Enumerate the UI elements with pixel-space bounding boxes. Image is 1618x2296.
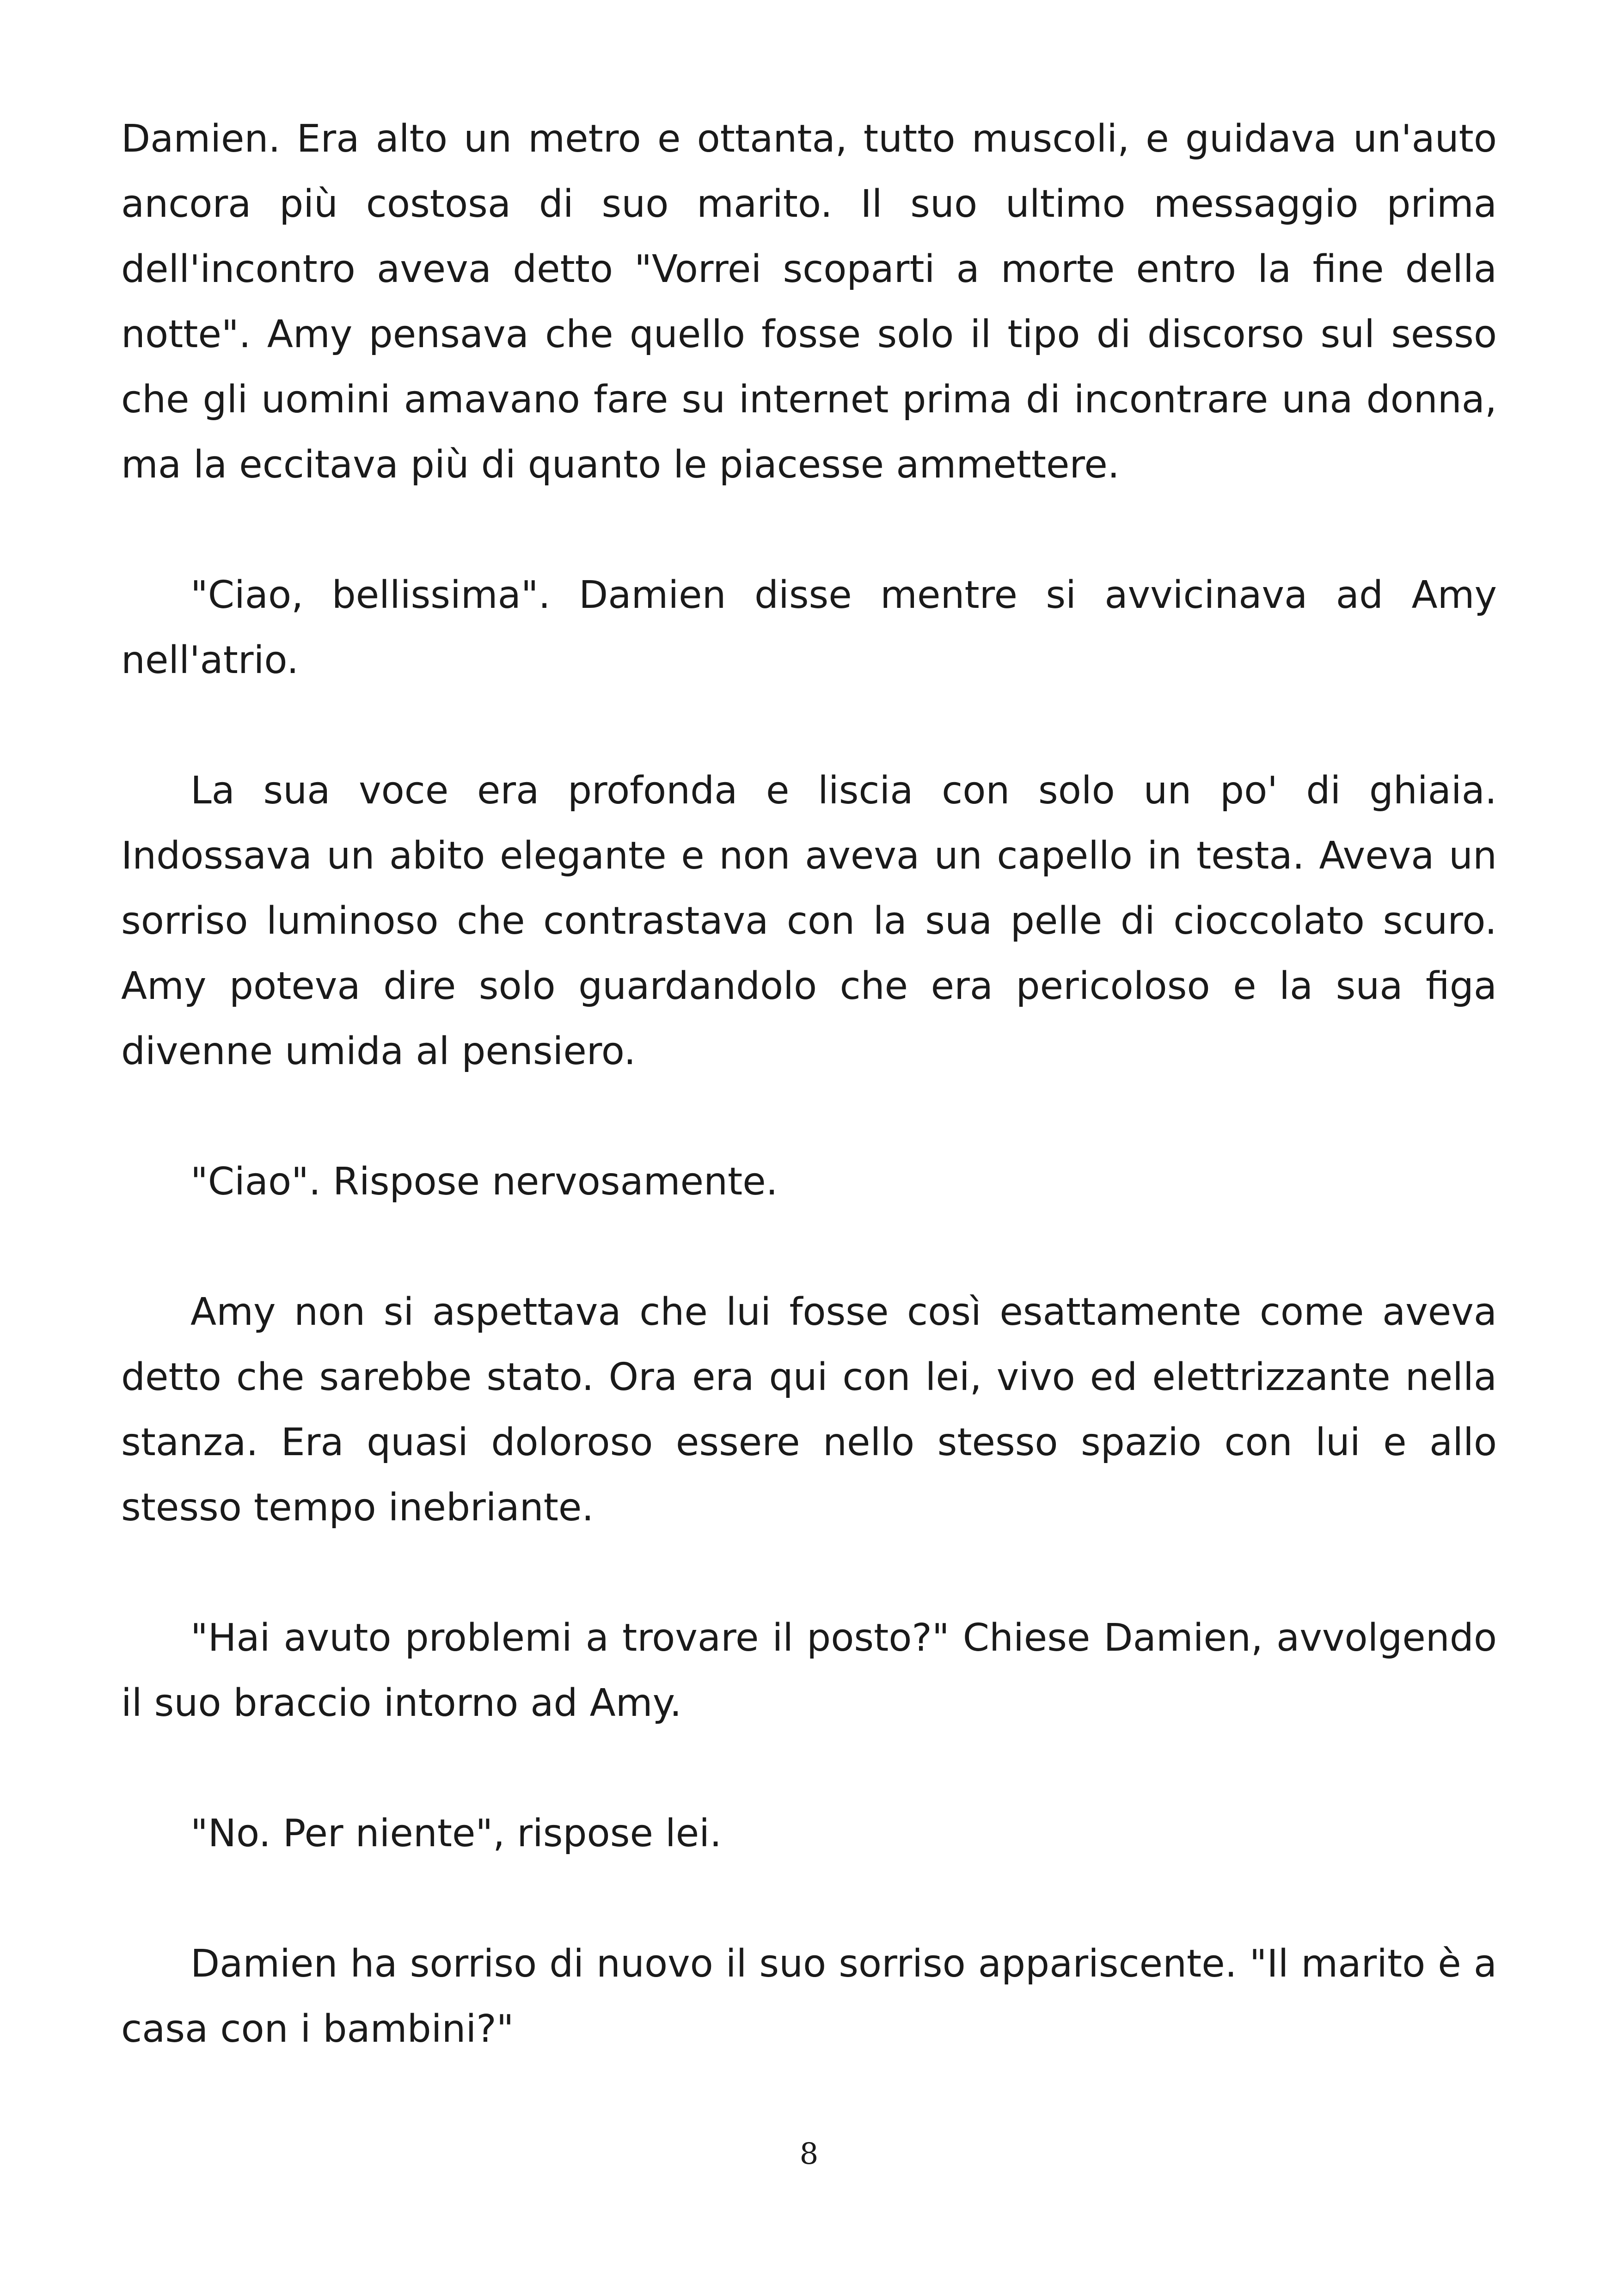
body-text (121, 106, 1497, 2127)
paragraph-6: "Hai avuto problemi a trovare il posto?" Chiese Damien, avvolgendo il suo braccio intorno ad Amy. (121, 1616, 1497, 1725)
paragraph-4: "Ciao". Rispose nervosamente. (190, 1160, 778, 1204)
paragraph-2: "Ciao, bellissima". Damien disse mentre si avvicinava ad Amy nell'atrio. (121, 573, 1497, 682)
paragraph-7: "No. Per niente", rispose lei. (190, 1812, 722, 1855)
paragraph-8: Damien ha sorriso di nuovo il suo sorriso appariscente. "Il marito è a casa con i bambini?" (121, 1942, 1497, 2051)
page-number: 8 (799, 2137, 819, 2171)
paragraph-1: Damien. Era alto un metro e ottanta, tutto muscoli, e guidava un'auto ancora più costosa di suo marito. Il suo ultimo messaggio prima dell'incontro aveva detto "Vorrei scoparti a morte entro la fine della notte". Amy pensava che quello fosse solo il tipo di discorso sul sesso che gli uomini amavano fare su internet prima di incontrare una donna, ma la eccitava più di quanto le piacesse ammettere. (121, 117, 1497, 487)
paragraph-3: La sua voce era profonda e liscia con solo un po' di ghiaia. Indossava un abito elegante e non aveva un capello in testa. Aveva un sorriso luminoso che contrastava con la sua pelle di cioccolato scuro. Amy poteva dire solo guardandolo che era pericoloso e la sua figa divenne umida al pensiero. (121, 769, 1497, 1073)
paragraph-5: Amy non si aspettava che lui fosse così esattamente come aveva detto che sarebbe stato. Ora era qui con lei, vivo ed elettrizzante nella stanza. Era quasi doloroso essere nello stesso spazio con lui e allo stesso tempo inebriante. (121, 1290, 1497, 1530)
